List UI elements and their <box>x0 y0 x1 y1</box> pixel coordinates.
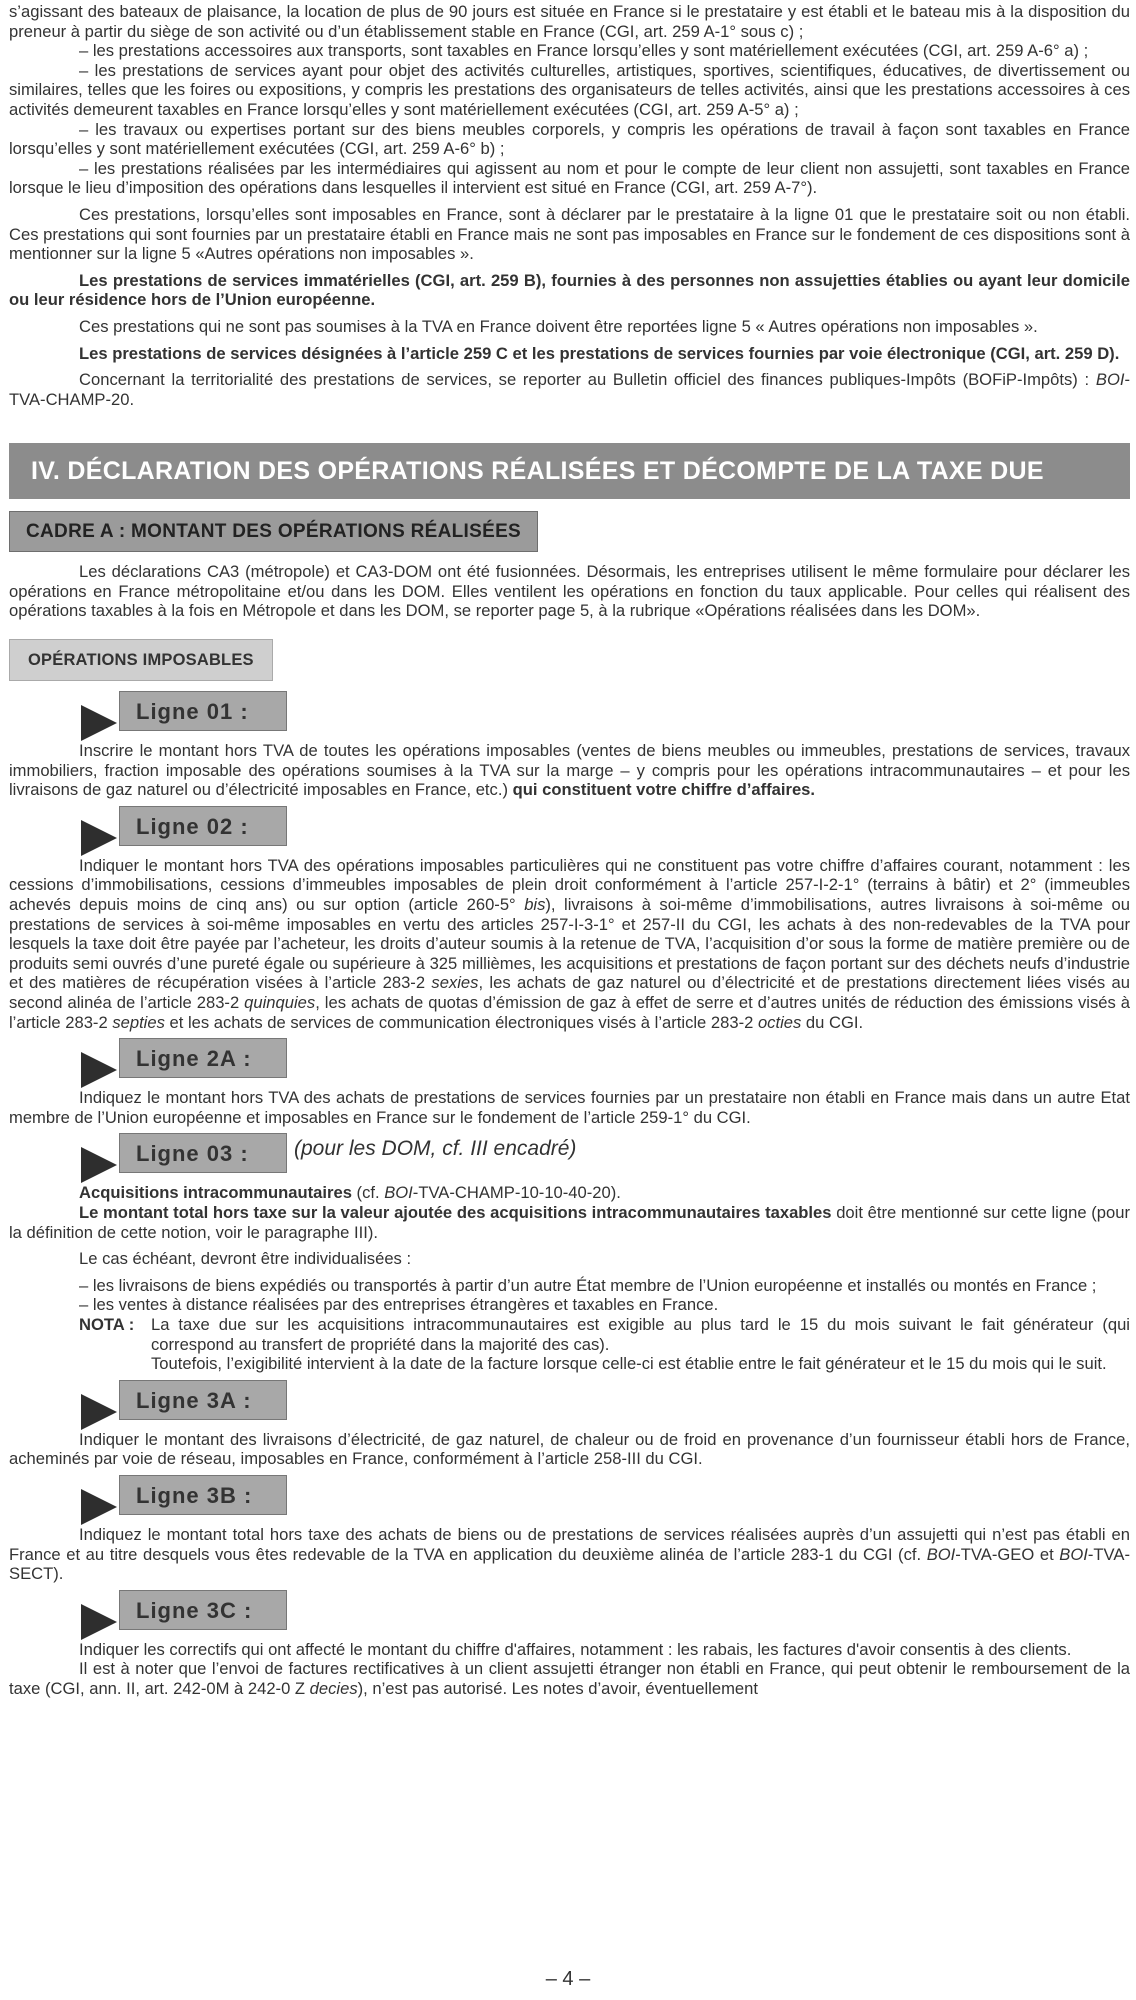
boi-reference: BOI <box>926 1544 956 1564</box>
bold-heading: Les prestations de services désignées à l’article 259 C et les prestations de services fournies par voie électronique (CGI, art. 259 D). <box>79 343 1120 363</box>
document-page <box>9 2 1130 1698</box>
triangle-arrow-icon <box>81 1052 117 1088</box>
triangle-arrow-icon <box>81 820 117 856</box>
cadre-a-title: CADRE A : MONTANT DES OPÉRATIONS RÉALISÉES <box>9 511 538 552</box>
nota-body <box>151 1315 1130 1374</box>
paragraph: Indiquer les correctifs qui ont affecté le montant du chiffre d'affaires, notamment : les rabais, les factures d'avoir consentis à des clients. <box>79 1639 1072 1659</box>
ligne-3b-label: Ligne 3B : <box>119 1475 287 1515</box>
ligne-3a-header <box>9 1380 1130 1430</box>
boi-reference: BOI <box>1059 1544 1088 1564</box>
ligne-3a-label: Ligne 3A : <box>119 1380 287 1420</box>
triangle-arrow-icon <box>81 1394 117 1430</box>
operations-imposables-title: OPÉRATIONS IMPOSABLES <box>9 639 273 681</box>
text-run: , les achats de gaz naturel ou d’électricité et de prestations directement liées visés au second alinéa de l’article 283-2 <box>9 973 1130 1012</box>
paragraph: – les livraisons de biens expédiés ou transportés à partir d’un autre État membre de l’Union européenne et installés ou montés en France ; <box>79 1275 1097 1295</box>
triangle-arrow-icon <box>81 705 117 741</box>
text-run-bold: Acquisitions intracommunautaires <box>79 1183 352 1203</box>
ligne-2a-header <box>9 1038 1130 1088</box>
text-run: doit être mentionné sur cette ligne (pour la définition de cette notion, voir le paragraphe III). <box>9 1202 1130 1242</box>
ligne-01-label: Ligne 01 : <box>119 691 287 731</box>
paragraph: – les prestations réalisées par les intermédiaires qui agissent au nom et pour le compte de leur client non assujetti, sont taxables en France lorsque le lieu d’imposition des opérations dans lesquelles il intervient est situé en France (CGI, art. 259 A-7°). <box>9 158 1130 198</box>
paragraph <box>9 1183 1130 1203</box>
text-run: , les achats de quotas d’émission de gaz à effet de serre et d’autres unités de réduction des émissions visés à l’article 283-2 <box>9 993 1130 1032</box>
ligne-02-label: Ligne 02 : <box>119 806 287 846</box>
paragraph: – les travaux ou expertises portant sur des biens meubles corporels, y compris les opérations de travail à façon sont taxables en France lorsqu’elles y sont matériellement exécutées (CGI, art. 259 A-6° b) ; <box>9 119 1130 159</box>
text-run-bold: qui constituent votre chiffre d’affaires. <box>512 780 816 800</box>
section-title-banner: IV. DÉCLARATION DES OPÉRATIONS RÉALISÉES ET DÉCOMPTE DE LA TAXE DUE <box>9 443 1130 499</box>
paragraph <box>9 1525 1130 1584</box>
paragraph: Ces prestations qui ne sont pas soumises à la TVA en France doivent être reportées ligne 5 « Autres opérations non imposables ». <box>79 316 1038 336</box>
nota-label: NOTA : <box>79 1314 135 1334</box>
boi-reference: BOI <box>1095 370 1125 390</box>
paragraph: – les prestations de services ayant pour objet des activités culturelles, artistiques, sportives, scientifiques, éducatives, de divertissement ou similaires, telles que les foires ou expositions, y compris les prestations des organisateurs de telles activités, ainsi que les prestations accessoires à ces activités demeurent taxables en France lorsqu’elles y sont matériellement exécutées (CGI, art. 259 A-5° a) ; <box>9 60 1130 119</box>
paragraph <box>9 1659 1130 1698</box>
ligne-03-dom-note: (pour les DOM, cf. III encadré) <box>294 1137 577 1161</box>
text-run: ), n’est pas autorisé. Les notes d’avoir, éventuellement <box>357 1678 758 1698</box>
ligne-3c-header <box>9 1590 1130 1640</box>
paragraph: Ces prestations, lorsqu’elles sont imposables en France, sont à déclarer par le prestataire à la ligne 01 que le prestataire soit ou non établi. Ces prestations qui sont fournies par un prestataire établi en France mais ne sont pas imposables en France sur le fondement de ces dispositions sont à mentionner sur la ligne 5 «Autres opérations non imposables ». <box>9 204 1130 264</box>
paragraph: Le cas échéant, devront être individualisées : <box>79 1249 412 1269</box>
ligne-02-header <box>9 806 1130 856</box>
text-run-italic: quinquies <box>244 993 316 1012</box>
paragraph <box>9 741 1130 800</box>
nota-text: Toutefois, l’exigibilité intervient à la date de la facture lorsque celle-ci est établie entre le fait générateur et le 15 du mois qui le suit. <box>151 1354 1107 1374</box>
nota-text: La taxe due sur les acquisitions intracommunautaires est exigible au plus tard le 15 du mois suivant le fait générateur (qui correspond au transfert de propriété dans la majorité des cas). <box>151 1314 1130 1354</box>
text-run: Indiquez le montant total hors taxe des achats de biens ou de prestations de services réalisées auprès d’un assujetti qui n’est pas établi en France et au titre desquels vous êtes redevable de la TVA en application du deuxième alinéa de l’article 283-1 du CGI (cf. <box>9 1524 1130 1564</box>
paragraph <box>9 370 1130 409</box>
nota-block <box>79 1315 1130 1374</box>
ligne-01-header <box>9 691 1130 741</box>
text-run-italic: bis <box>524 895 546 915</box>
text-run: Indiquer le montant hors TVA des opérations imposables particulières qui ne constituent pas votre chiffre d’affaires courant, notamment : les cessions d’immobilisations, cessions d’immeubles imposables de plein droit conformément à l’article 257-I-2-1° (terrains à bâtir) et 2° (immeubles achevés depuis moins de cinq ans) ou sur option (article 260-5° <box>9 855 1130 915</box>
paragraph: Les déclarations CA3 (métropole) et CA3-DOM ont été fusionnées. Désormais, les entreprises utilisent le même formulaire pour déclarer les opérations en France métropolitaine et/ou dans les DOM. Elles ventilent les opérations en fonction du taux applicable. Pour celles qui réalisent des opérations taxables à la fois en Métropole et dans les DOM, se reporter page 5, à la rubrique «Opérations réalisées dans les DOM». <box>9 562 1130 621</box>
text-run: (cf. <box>351 1183 385 1203</box>
text-run: Il est à noter que l’envoi de factures rectificatives à un client assujetti étranger non établi en France, qui peut obtenir le remboursement de la taxe (CGI, ann. II, art. 242-0M à 242-0 Z <box>9 1659 1130 1698</box>
text-run: -TVA-SECT). <box>9 1544 1130 1584</box>
paragraph <box>9 1203 1130 1242</box>
text-run-italic: sexies <box>431 973 479 993</box>
ligne-3b-header <box>9 1475 1130 1525</box>
page-number: – 4 – <box>545 1968 591 1990</box>
text-run-italic: septies <box>112 1012 165 1032</box>
text-run: -TVA-CHAMP-20. <box>9 370 1130 409</box>
text-run-italic: decies <box>309 1678 358 1698</box>
text-run: et les achats de services de communication électroniques visés à l’article 283-2 <box>164 1012 758 1032</box>
ligne-2a-label: Ligne 2A : <box>119 1038 287 1078</box>
text-run-bold: Le montant total hors taxe sur la valeur ajoutée des acquisitions intracommunautaires taxables <box>79 1202 832 1222</box>
paragraph: Indiquer le montant des livraisons d’électricité, de gaz naturel, de chaleur ou de froid en provenance d’un fournisseur établi hors de France, acheminés par voie de réseau, imposables en France, conformément à l’article 258-III du CGI. <box>9 1429 1130 1469</box>
ligne-03-label: Ligne 03 : <box>119 1133 287 1173</box>
triangle-arrow-icon <box>81 1489 117 1525</box>
paragraph <box>9 856 1130 1032</box>
boi-reference: BOI <box>384 1183 413 1203</box>
paragraph: Indiquez le montant hors TVA des achats de prestations de services fournies par un prestataire non établi en France mais dans un autre Etat membre de l’Union européenne et imposables en France sur le fondement de l’article 259-1° du CGI. <box>9 1088 1130 1127</box>
paragraph: – les ventes à distance réalisées par des entreprises étrangères et taxables en France. <box>79 1295 719 1315</box>
text-run-italic: octies <box>757 1012 802 1032</box>
triangle-arrow-icon <box>81 1604 117 1640</box>
text-run: du CGI. <box>801 1012 864 1032</box>
text-run: ), livraisons à soi-même d’immobilisations, autres livraisons à soi-même ou prestations de services à soi-même imposables en vertu des articles 257-I-3-1° et 257-II du CGI, les achats à des non-redevables de la TVA pour lesquels la taxe doit être payée par l’acheteur, les droits d’auteur soumis à la retenue de TVA, l’acquisition d’or sous la forme de matière première ou de produits semi ouvrés d’une pureté égale ou supérieure à 325 millièmes, les acquisitions et prestations de façon portant sur des déchets neufs d’industrie et des matières de récupération visées à l’article 283-2 <box>9 895 1130 993</box>
text-run: Concernant la territorialité des prestations de services, se reporter au Bulletin officiel des finances publiques-Impôts (BOFiP-Impôts) : <box>79 370 1096 390</box>
ligne-3c-label: Ligne 3C : <box>119 1590 287 1630</box>
triangle-arrow-icon <box>81 1147 117 1183</box>
paragraph: – les prestations accessoires aux transports, sont taxables en France lorsqu’elles y sont matériellement exécutées (CGI, art. 259 A-6° a) ; <box>79 41 1089 61</box>
text-run: -TVA-GEO et <box>955 1544 1060 1564</box>
text-run: Inscrire le montant hors TVA de toutes les opérations imposables (ventes de biens meubles ou immeubles, prestations de services, travaux immobiliers, fraction imposable des opérations soumises à la TVA sur la marge – y compris pour les opérations intracommunautaires – et pour les livraisons de gaz naturel ou d’électricité imposables en France, etc.) <box>9 741 1130 800</box>
bold-heading: Les prestations de services immatérielles (CGI, art. 259 B), fournies à des personnes non assujetties établies ou ayant leur domicile ou leur résidence hors de l’Union européenne. <box>9 270 1130 310</box>
ligne-03-header <box>9 1133 1130 1183</box>
text-run: -TVA-CHAMP-10-10-40-20). <box>412 1183 621 1203</box>
paragraph: s’agissant des bateaux de plaisance, la location de plus de 90 jours est située en France si le prestataire y est établi et le bateau mis à la disposition du preneur à partir du siège de son activité ou d’un établissement stable en France (CGI, art. 259 A-1° sous c) ; <box>9 2 1130 41</box>
